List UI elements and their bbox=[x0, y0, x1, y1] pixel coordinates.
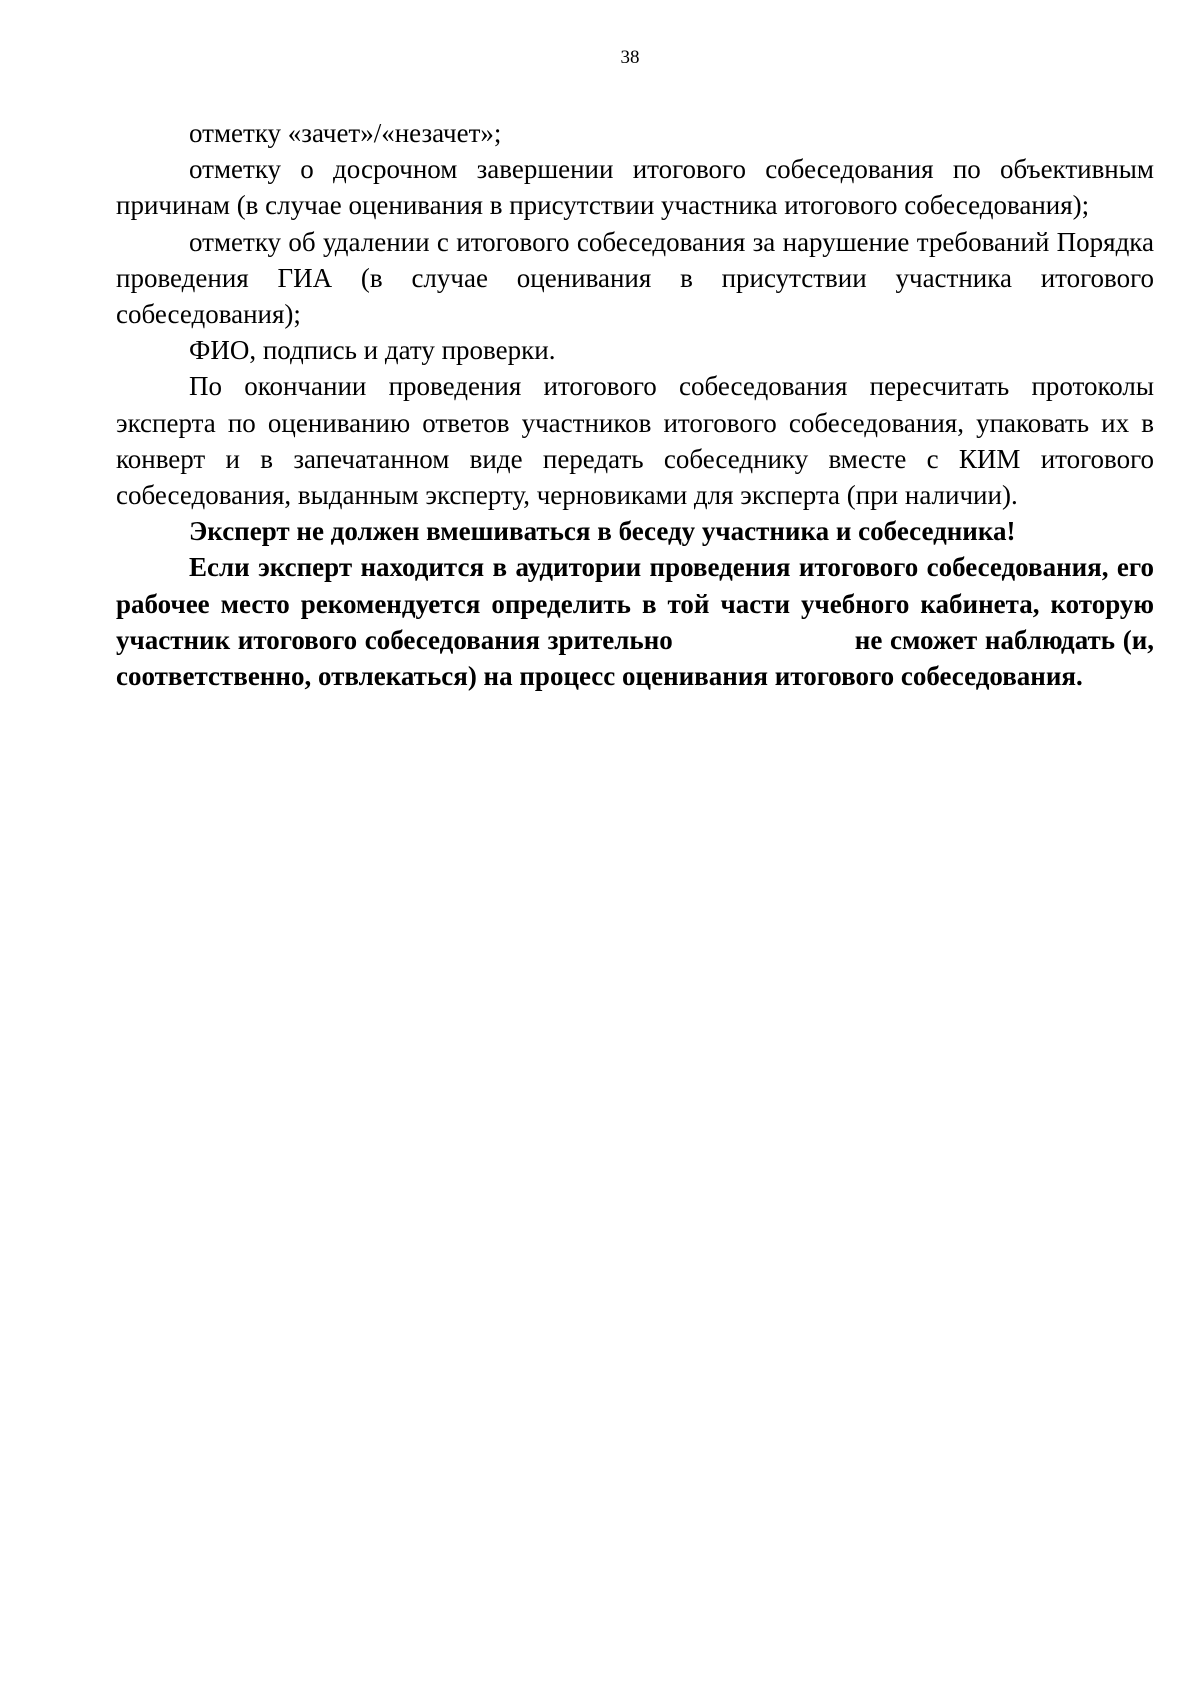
paragraph-mark-pass-fail: отметку «зачет»/«незачет»; bbox=[189, 118, 502, 148]
paragraph-expert-placement bbox=[116, 549, 1154, 694]
paragraph-expert-warning: Эксперт не должен вмешиваться в беседу участника и собеседника! bbox=[189, 516, 1016, 547]
paragraph-after-completion: По окончании проведения итогового собеседования пересчитать протоколы эксперта по оцениванию ответов участников итогового собеседования, упаковать их в конверт и в запечатанном виде передать собеседнику вместе с КИМ итогового собеседования, выданным эксперту, черновиками для эксперта (при наличии). bbox=[116, 371, 1154, 511]
paragraph-signature-date: ФИО, подпись и дату проверки. bbox=[189, 335, 556, 366]
page-number: 38 bbox=[620, 47, 640, 68]
paragraph-early-completion: отметку о досрочном завершении итогового собеседования по объективным причинам (в случае оценивания в присутствии участника итогового собеседования); bbox=[116, 154, 1154, 221]
document-body bbox=[116, 115, 1154, 694]
placement-text-part2: не сможет наблюдать (и, соответственно, отвлекаться) на процесс оценивания итогового собеседования. bbox=[116, 624, 1154, 692]
paragraph-removal-mark: отметку об удалении с итогового собеседования за нарушение требований Порядка проведения ГИА (в случае оценивания в присутствии участника итогового собеседования); bbox=[116, 226, 1154, 330]
placement-text-part1: Если эксперт находится в аудитории проведения итогового собеседования, его рабочее место рекомендуется определить в той части учебного кабинета, которую участник итогового собеседования зрительно bbox=[116, 552, 1154, 655]
